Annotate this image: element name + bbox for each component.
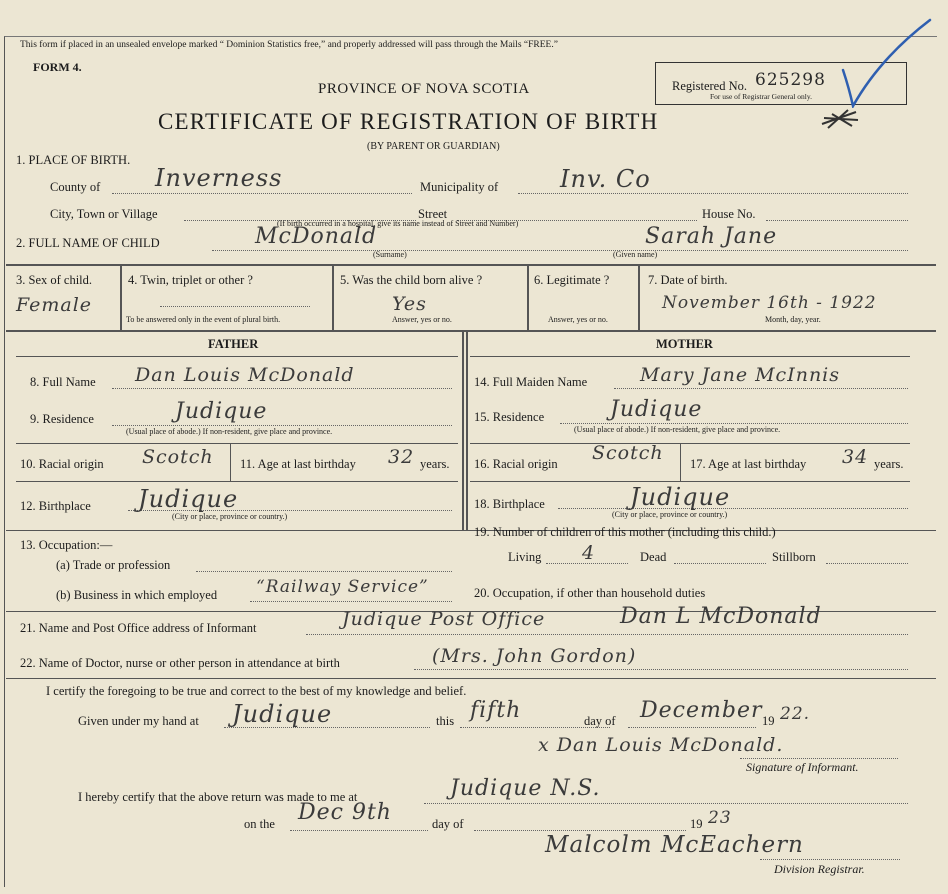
divider <box>332 264 334 330</box>
informant-signature-caption: Signature of Informant. <box>746 760 859 774</box>
sex-label: 3. Sex of child. <box>16 273 93 287</box>
registration-number: 625298 <box>755 70 826 90</box>
day-of-label: day of <box>584 714 616 728</box>
divider <box>466 330 468 530</box>
dead-line <box>674 563 766 564</box>
registrar-day-line <box>290 830 428 831</box>
mother-age-label: 17. Age at last birthday <box>690 457 807 471</box>
informant-line <box>306 634 908 635</box>
registrar-year: 23 <box>708 808 732 828</box>
on-the-label: on the <box>244 817 275 831</box>
mother-residence-value: Judique <box>610 397 703 422</box>
doctor-value: (Mrs. John Gordon) <box>432 645 637 667</box>
divider <box>6 330 936 332</box>
informant-name: Dan L McDonald <box>620 604 822 629</box>
mother-birthplace-label: 18. Birthplace <box>474 497 545 511</box>
street-label: Street <box>418 207 448 221</box>
divider <box>6 530 936 531</box>
divider <box>16 443 458 444</box>
sex-value: Female <box>16 294 93 316</box>
municipality-value: Inv. Co <box>560 165 651 193</box>
twin-label: 4. Twin, triplet or other ? <box>128 273 253 287</box>
divider <box>470 443 910 444</box>
legitimate-label: 6. Legitimate ? <box>534 273 610 287</box>
living-label: Living <box>508 550 542 564</box>
mother-birthplace-note: (City or place, province or country.) <box>612 510 728 519</box>
hospital-note: (If birth occurred in a hospital, give its name instead of Street and Number) <box>277 219 519 228</box>
mother-age-value: 34 <box>842 446 869 468</box>
business-line <box>250 601 452 602</box>
mother-residence-line <box>560 423 908 424</box>
this-label: this <box>436 714 455 728</box>
twin-note: To be answered only in the event of plural birth. <box>126 315 281 324</box>
stillborn-line <box>826 563 908 564</box>
check-mark-icon <box>835 18 935 108</box>
house-label: House No. <box>702 207 756 221</box>
informant-signature: x Dan Louis McDonald. <box>538 734 784 756</box>
registrar-caption: Division Registrar. <box>774 862 865 876</box>
form-number: FORM 4. <box>33 60 82 74</box>
registrar-general-note: For use of Registrar General only. <box>710 92 812 101</box>
stillborn-label: Stillborn <box>772 550 816 564</box>
province-heading: PROVINCE OF NOVA SCOTIA <box>318 81 530 97</box>
child-name-label: 2. FULL NAME OF CHILD <box>16 236 160 250</box>
father-heading: FATHER <box>208 337 259 351</box>
municipality-label: Municipality of <box>420 180 499 194</box>
place-of-birth-heading: 1. PLACE OF BIRTH. <box>16 153 131 167</box>
county-label: County of <box>50 180 101 194</box>
mother-racial-value: Scotch <box>592 442 664 464</box>
mother-heading: MOTHER <box>656 337 713 351</box>
mother-name-label: 14. Full Maiden Name <box>474 375 588 389</box>
occupation-label: 13. Occupation:— <box>20 538 113 552</box>
certify-statement: I certify the foregoing to be true and correct to the best of my knowledge and belief. <box>46 684 467 698</box>
mother-occupation-label: 20. Occupation, if other than household duties <box>474 586 706 600</box>
scribble-mark-icon <box>818 106 862 132</box>
mother-years: years. <box>874 457 904 471</box>
children-label: 19. Number of children of this mother (including this child.) <box>474 525 776 539</box>
month-line <box>628 727 756 728</box>
date-label: 7. Date of birth. <box>648 273 728 287</box>
child-name-line <box>212 250 908 251</box>
father-birthplace-value: Judique <box>138 485 239 513</box>
trade-line <box>196 571 452 572</box>
doctor-label: 22. Name of Doctor, nurse or other person in attendance at birth <box>20 656 340 670</box>
city-label: City, Town or Village <box>50 207 158 221</box>
legitimate-answer-note: Answer, yes or no. <box>548 315 608 324</box>
page-title: CERTIFICATE OF REGISTRATION OF BIRTH <box>158 109 659 134</box>
registrar-year-prefix: 19 <box>690 817 703 831</box>
year-prefix: 19 <box>762 714 775 728</box>
trade-label: (a) Trade or profession <box>56 558 171 572</box>
alive-value: Yes <box>392 293 427 315</box>
informant-signature-line <box>740 758 898 759</box>
divider <box>16 356 458 357</box>
registrar-place: Judique N.S. <box>450 776 601 801</box>
divider <box>470 481 910 482</box>
date-caption: Month, day, year. <box>765 315 821 324</box>
father-name-value: Dan Louis McDonald <box>135 364 355 386</box>
mother-birthplace-line <box>558 508 908 509</box>
twin-line <box>160 306 310 307</box>
father-abode-note: (Usual place of abode.) If non-resident, give place and province. <box>126 427 333 436</box>
divider <box>680 443 681 481</box>
year-value: 22. <box>780 704 811 724</box>
father-age-label: 11. Age at last birthday <box>240 457 356 471</box>
registrar-day-of-label: day of <box>432 817 464 831</box>
date-value: November 16th - 1922 <box>662 293 877 313</box>
divider <box>470 356 910 357</box>
alive-answer-note: Answer, yes or no. <box>392 315 452 324</box>
father-age-value: 32 <box>388 446 415 468</box>
given-place-value: Judique <box>232 700 333 728</box>
informant-address: Judique Post Office <box>342 608 546 630</box>
father-residence-value: Judique <box>175 399 268 424</box>
dead-label: Dead <box>640 550 667 564</box>
municipality-line <box>518 193 908 194</box>
father-name-label: 8. Full Name <box>30 375 96 389</box>
page-subtitle: (BY PARENT OR GUARDIAN) <box>367 141 500 152</box>
divider <box>120 264 122 330</box>
county-value: Inverness <box>155 164 283 192</box>
divider <box>527 264 529 330</box>
registered-label: Registered No. <box>672 79 747 93</box>
business-label: (b) Business in which employed <box>56 588 218 602</box>
divider <box>230 443 231 481</box>
mother-residence-label: 15. Residence <box>474 410 545 424</box>
divider <box>638 264 640 330</box>
divider <box>6 678 936 679</box>
surname-caption: (Surname) <box>373 250 407 259</box>
informant-label: 21. Name and Post Office address of Informant <box>20 621 257 635</box>
house-line <box>766 220 908 221</box>
registrar-place-line <box>424 803 908 804</box>
given-under-label: Given under my hand at <box>78 714 199 728</box>
mother-birthplace-value: Judique <box>630 483 731 511</box>
father-name-line <box>112 388 452 389</box>
child-surname: McDonald <box>255 224 378 249</box>
month-value: December <box>640 698 763 723</box>
father-residence-line <box>112 425 452 426</box>
mother-name-line <box>614 388 908 389</box>
child-given-name: Sarah Jane <box>645 224 778 249</box>
father-racial-value: Scotch <box>142 446 214 468</box>
given-caption: (Given name) <box>613 250 658 259</box>
living-value: 4 <box>582 542 596 564</box>
divider <box>462 330 464 530</box>
doctor-line <box>414 669 908 670</box>
father-racial-label: 10. Racial origin <box>20 457 104 471</box>
father-birthplace-note: (City or place, province or country.) <box>172 512 288 521</box>
day-value: fifth <box>470 698 522 723</box>
father-birthplace-label: 12. Birthplace <box>20 499 91 513</box>
registrar-signature-line <box>760 859 900 860</box>
registrar-month-line <box>474 830 686 831</box>
mother-abode-note: (Usual place of abode.) If non-resident, give place and province. <box>574 425 781 434</box>
divider <box>6 264 936 266</box>
mail-notice: This form if placed in an unsealed envelope marked “ Dominion Statistics free,” and properly addressed will pass through the Mails “FREE.” <box>20 40 558 50</box>
alive-label: 5. Was the child born alive ? <box>340 273 483 287</box>
mother-racial-label: 16. Racial origin <box>474 457 558 471</box>
registrar-day: Dec 9th <box>298 800 392 825</box>
divider <box>16 481 458 482</box>
registrar-statement: I hereby certify that the above return was made to me at <box>78 790 358 804</box>
business-value: “Railway Service” <box>256 577 429 597</box>
mother-name-value: Mary Jane McInnis <box>640 364 841 386</box>
county-line <box>112 193 412 194</box>
registrar-signature: Malcolm McEachern <box>545 832 804 858</box>
father-years: years. <box>420 457 450 471</box>
father-residence-label: 9. Residence <box>30 412 94 426</box>
